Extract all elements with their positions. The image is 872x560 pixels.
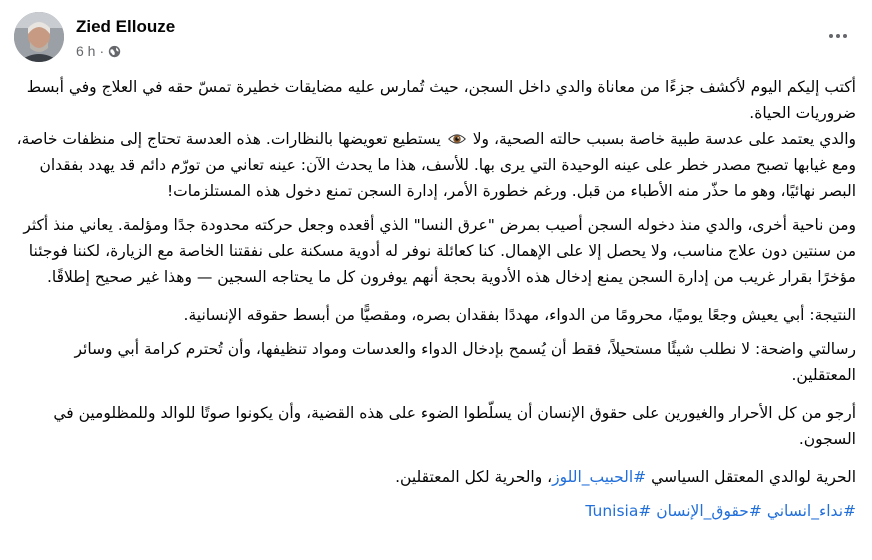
post-header [14, 10, 858, 66]
hashtag-row [16, 498, 856, 524]
hashtag-link[interactable]: #Tunisia [585, 502, 652, 520]
post-paragraph: النتيجة: أبي يعيش وجعًا يوميًا، محرومًا من الدواء، مهددًا بفقدان بصره، ومقصيًّا من أبسط حقوقه الإنسانية. [183, 306, 856, 324]
more-options-icon[interactable] [824, 26, 852, 46]
author-name[interactable]: Zied Ellouze [76, 17, 176, 36]
hashtag-link[interactable]: #حقوق_الإنسان [656, 502, 762, 520]
globe-icon[interactable] [108, 45, 121, 58]
post-paragraph: أرجو من كل الأحرار والغيورين على حقوق الإنسان أن يسلّطوا الضوء على هذه القضية، وأن يكونوا صوتًا للوالد وللمظلومين في السجون. [53, 404, 856, 448]
hashtag-link[interactable]: #نداء_انساني [766, 502, 856, 520]
eye-emoji-icon [448, 132, 466, 146]
hashtag-link[interactable]: #الحبيب_اللوز [552, 468, 647, 486]
avatar[interactable] [14, 12, 64, 62]
post-meta: 6 h · [76, 43, 121, 59]
post-paragraph: الحرية لوالدي المعتقل السياسي #الحبيب_اللوز، والحرية لكل المعتقلين. [395, 468, 856, 486]
post-paragraph: أكتب إليكم اليوم لأكشف جزءًا من معاناة والدي داخل السجن، حيث تُمارس عليه مضايقات خطيرة تمسّ حقه في العلاج وفي أبسط ضروريات الحياة. والدي يعتمد على عدسة طبية خاصة بسبب حالته الصحية، ولا يستطيع تعويضها بالنظارات. هذه العدسة تحتاج إلى منظفات خاصة، ومع غيابها تصبح مصدر خطر على عينه الوحيدة التي يرى بها. للأسف، هذا ما يحدث الآن: عينه تعاني من تورّم دائم قد يهدد بفقدان البصر نهائيًا، وهو ما حذّر منه الأطباء من قبل. ورغم خطورة الأمر، إدارة السجن تمنع دخول هذه المستلزمات! [16, 78, 856, 200]
post-paragraph: ومن ناحية أخرى، والدي منذ دخوله السجن أصيب بمرض "عرق النسا" الذي أقعده وجعل حركته محدودة جدًا ومؤلمة. يعاني منذ أكثر من سنتين دون علاج مناسب، ولا يحصل إلا على الإهمال. كنا كعائلة نوفر له أدوية مسكنة على نفقتنا الخاصة مع الزيارة، لكننا فوجئنا مؤخرًا بقرار غريب من إدارة السجن يمنع إدخال هذه الأدوية بحجة أنهم يوفرون كل ما يحتاجه السجين — وهذا غير صحيح إطلاقًا. [23, 216, 856, 286]
post-body [16, 74, 856, 536]
post-time[interactable]: 6 h [76, 43, 96, 59]
post-paragraph: رسالتي واضحة: لا نطلب شيئًا مستحيلاً، فقط أن يُسمح بإدخال الدواء والعدسات ومواد تنظيفها، وأن تُحترم كرامة أبي وسائر المعتقلين. [74, 340, 856, 384]
